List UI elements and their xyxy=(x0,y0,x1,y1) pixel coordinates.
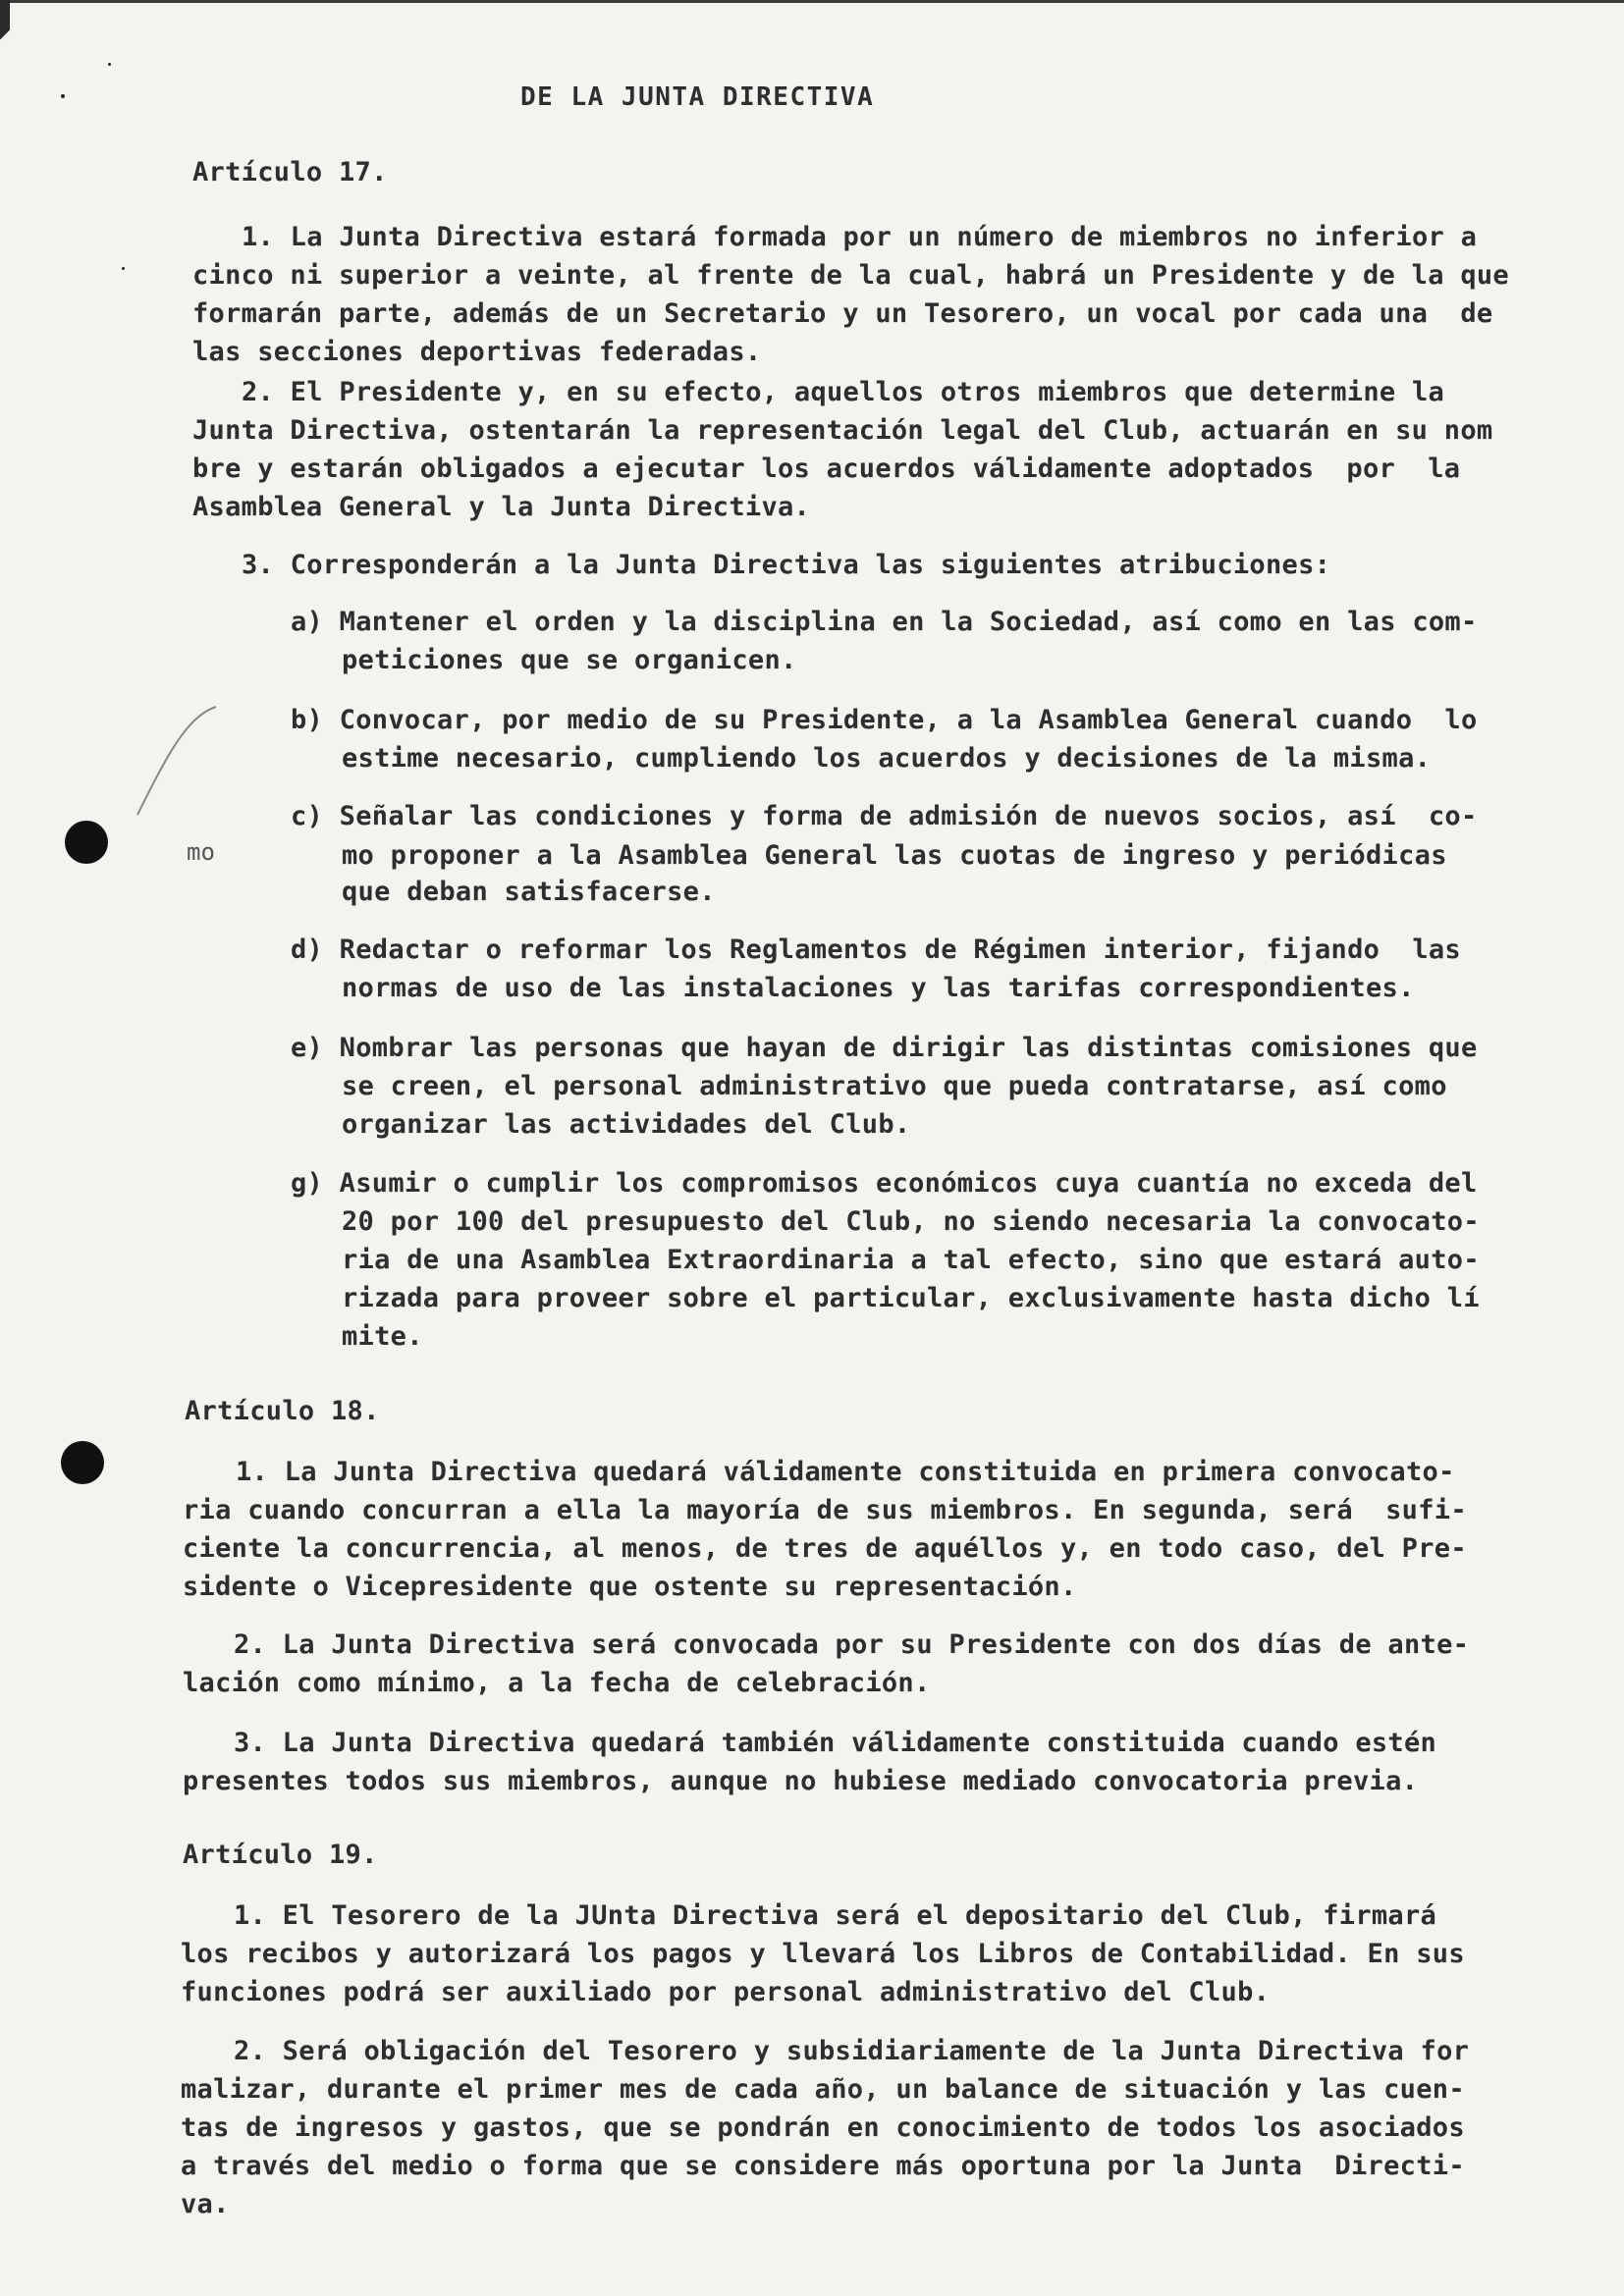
text-line: va. xyxy=(181,2189,230,2219)
text-line: 2. La Junta Directiva será convocada por su Presidente con dos días de ante- xyxy=(234,1629,1470,1660)
page-edge-shadow xyxy=(0,0,1624,3)
ink-speck xyxy=(122,267,125,270)
list-item-b: b) Convocar, por medio de su Presidente, a la Asamblea General cuando lo xyxy=(291,705,1478,735)
list-item-a: a) Mantener el orden y la disciplina en la Sociedad, así como en las com- xyxy=(291,607,1478,637)
ink-speck xyxy=(61,94,65,98)
text-line: presentes todos sus miembros, aunque no hubiese mediado convocatoria previa. xyxy=(183,1766,1419,1796)
text-line: ciente la concurrencia, al menos, de tres de aquéllos y, en todo caso, del Pre- xyxy=(183,1533,1467,1564)
text-line: 2. Será obligación del Tesorero y subsidiariamente de la Junta Directiva for xyxy=(234,2036,1470,2066)
text-line: sidente o Vicepresidente que ostente su representación. xyxy=(183,1572,1077,1602)
text-line: 2. El Presidente y, en su efecto, aquellos otros miembros que determine la xyxy=(242,377,1445,407)
article-17-heading: Artículo 17. xyxy=(192,157,388,187)
text-line: a través del medio o forma que se considere más oportuna por la Junta Directi- xyxy=(181,2151,1465,2181)
text-line: 1. El Tesorero de la JUnta Directiva será el depositario del Club, firmará xyxy=(234,1900,1437,1931)
text-line: funciones podrá ser auxiliado por personal administrativo del Club. xyxy=(181,1977,1271,2007)
document-title: DE LA JUNTA DIRECTIVA xyxy=(520,82,875,112)
text-line: normas de uso de las instalaciones y las tarifas correspondientes. xyxy=(342,973,1415,1003)
ink-speck xyxy=(108,63,111,66)
text-line: lación como mínimo, a la fecha de celebración. xyxy=(183,1668,931,1698)
punch-hole-upper xyxy=(65,821,108,864)
text-line: 1. La Junta Directiva estará formada por un número de miembros no inferior a xyxy=(242,222,1478,252)
list-item-e: e) Nombrar las personas que hayan de dirigir las distintas comisiones que xyxy=(291,1033,1478,1063)
text-line: tas de ingresos y gastos, que se pondrán en conocimiento de todos los asociados xyxy=(181,2112,1465,2143)
text-line: ria cuando concurran a ella la mayoría de sus miembros. En segunda, será sufi- xyxy=(183,1495,1467,1525)
text-line: 3. Corresponderán a la Junta Directiva las siguientes atribuciones: xyxy=(242,550,1331,580)
text-line: las secciones deportivas federadas. xyxy=(192,337,762,367)
margin-note: mo xyxy=(187,838,215,866)
article-18-heading: Artículo 18. xyxy=(185,1396,380,1426)
list-item-g: g) Asumir o cumplir los compromisos económicos cuya cuantía no exceda del xyxy=(291,1168,1478,1199)
text-line: que deban satisfacerse. xyxy=(342,877,716,907)
text-line: bre y estarán obligados a ejecutar los acuerdos válidamente adoptados por la xyxy=(192,454,1461,484)
text-line: peticiones que se organicen. xyxy=(342,645,797,675)
text-line: 3. La Junta Directiva quedará también válidamente constituida cuando estén xyxy=(234,1728,1437,1758)
text-line: malizar, durante el primer mes de cada año, un balance de situación y las cuen- xyxy=(181,2074,1465,2105)
text-line: ria de una Asamblea Extraordinaria a tal efecto, sino que estará auto- xyxy=(342,1245,1480,1275)
text-line: cinco ni superior a veinte, al frente de la cual, habrá un Presidente y de la que xyxy=(192,260,1509,291)
text-line: mite. xyxy=(342,1321,423,1352)
text-line: mo proponer a la Asamblea General las cuotas de ingreso y periódicas xyxy=(342,840,1447,871)
text-line: formarán parte, además de un Secretario y un Tesorero, un vocal por cada una de xyxy=(192,298,1493,329)
page-corner-shadow xyxy=(0,0,10,88)
article-19-heading: Artículo 19. xyxy=(183,1840,378,1870)
text-line: se creen, el personal administrativo que pueda contratarse, así como xyxy=(342,1071,1447,1101)
text-line: 20 por 100 del presupuesto del Club, no siendo necesaria la convocato- xyxy=(342,1206,1480,1237)
list-item-d: d) Redactar o reformar los Reglamentos de Régimen interior, fijando las xyxy=(291,934,1461,965)
text-line: Junta Directiva, ostentarán la representación legal del Club, actuarán en su nom xyxy=(192,415,1493,446)
text-line: Asamblea General y la Junta Directiva. xyxy=(192,492,811,522)
text-line: rizada para proveer sobre el particular, exclusivamente hasta dicho lí xyxy=(342,1283,1480,1313)
list-item-c: c) Señalar las condiciones y forma de admisión de nuevos socios, así co- xyxy=(291,801,1478,831)
text-line: estime necesario, cumpliendo los acuerdos y decisiones de la misma. xyxy=(342,743,1432,774)
text-line: organizar las actividades del Club. xyxy=(342,1109,911,1140)
punch-hole-lower xyxy=(61,1441,104,1484)
text-line: los recibos y autorizará los pagos y llevará los Libros de Contabilidad. En sus xyxy=(181,1939,1465,1969)
pencil-mark xyxy=(128,697,226,834)
text-line: 1. La Junta Directiva quedará válidamente constituida en primera convocato- xyxy=(236,1457,1455,1487)
